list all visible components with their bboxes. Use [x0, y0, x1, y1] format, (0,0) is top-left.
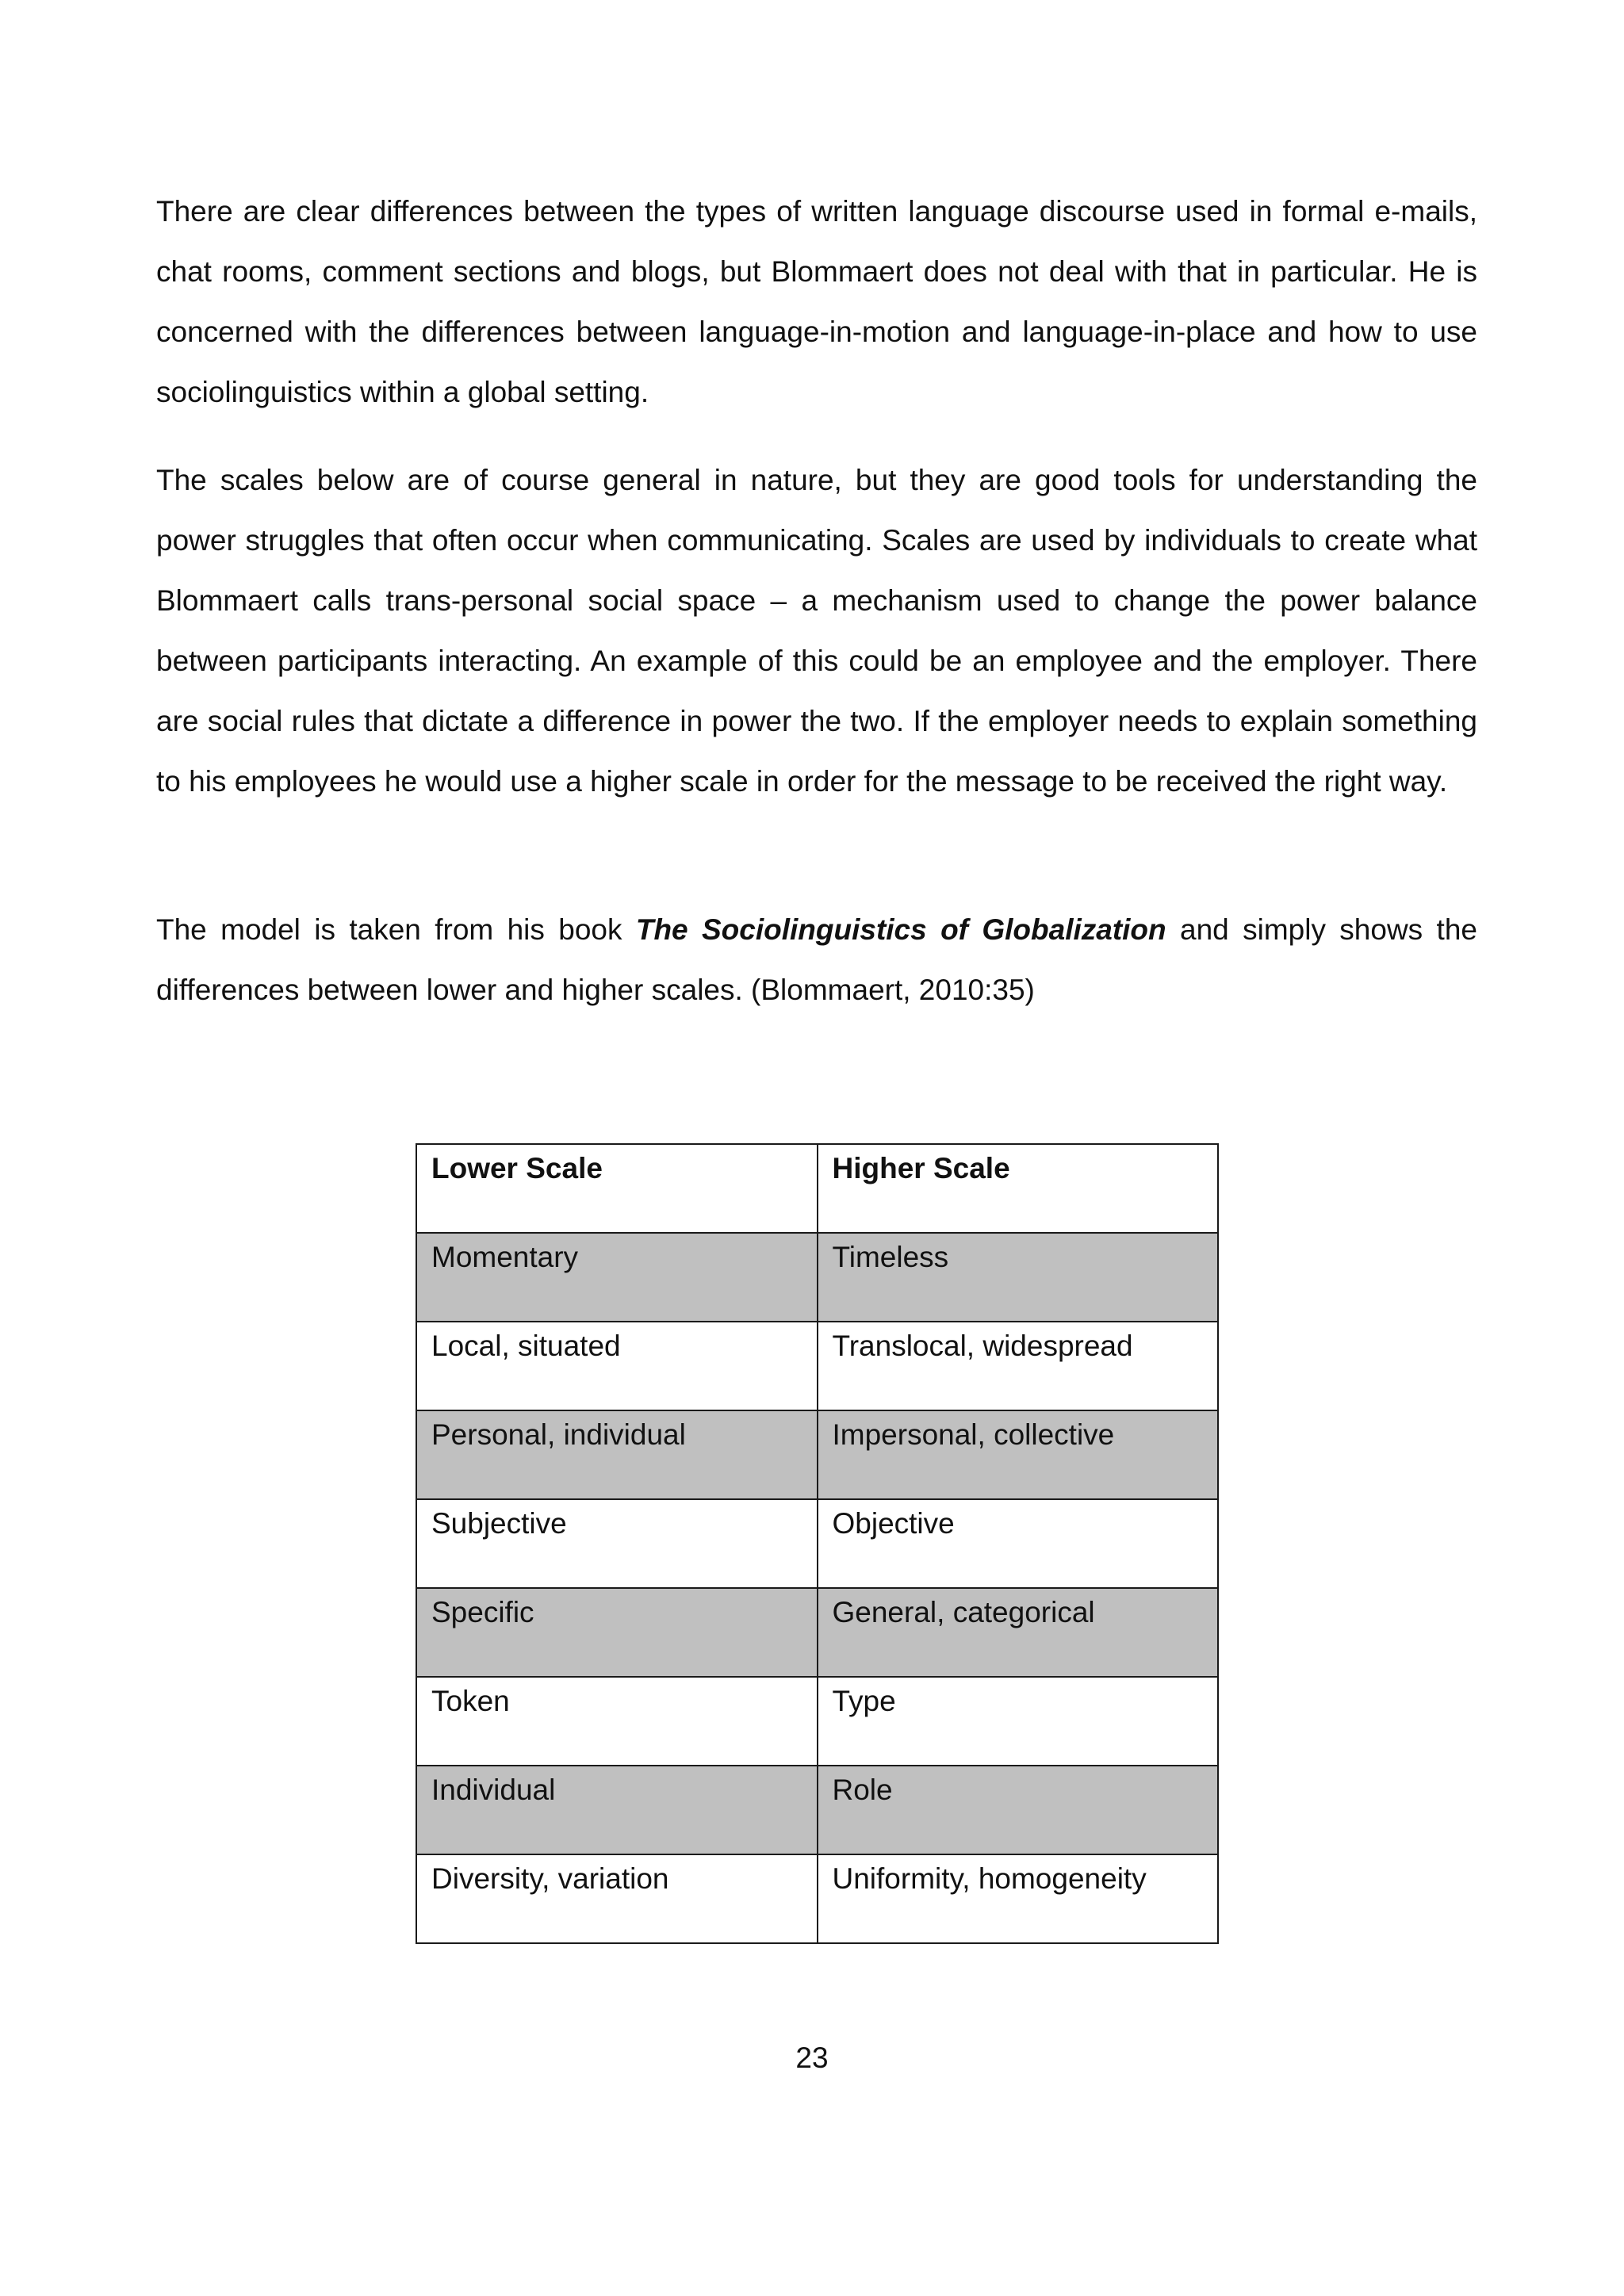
paragraph-3 — [156, 900, 1477, 1020]
table-row — [416, 1766, 1218, 1854]
header-higher-scale: Higher Scale — [818, 1144, 1219, 1233]
header-lower-scale: Lower Scale — [416, 1144, 818, 1233]
higher-scale-cell: Objective — [818, 1499, 1219, 1588]
book-title: The Sociolinguistics of Globalization — [635, 913, 1166, 946]
higher-scale-cell: Role — [818, 1766, 1219, 1854]
lower-scale-cell: Individual — [416, 1766, 818, 1854]
table-row — [416, 1677, 1218, 1766]
lower-scale-cell: Token — [416, 1677, 818, 1766]
higher-scale-cell: Translocal, widespread — [818, 1322, 1219, 1410]
table-row — [416, 1499, 1218, 1588]
lower-scale-cell: Diversity, variation — [416, 1854, 818, 1943]
table-row — [416, 1854, 1218, 1943]
paragraph-3-rest: and simply shows the differences between lower and higher scales. (Blommaert, 2010:35) — [156, 913, 1477, 1006]
paragraph-2: The scales below are of course general in nature, but they are good tools for understanding the power struggles that often occur when communicating. Scales are used by individuals to create what Blommaert calls trans-personal social space – a mechanism used to change the power balance between participants interacting. An example of this could be an employee and the employer. There are social rules that dictate a difference in power the two. If the employer needs to explain something to his employees he would use a higher scale in order for the message to be received the right way. — [156, 464, 1477, 798]
lower-scale-cell: Local, situated — [416, 1322, 818, 1410]
scales-table — [416, 1143, 1219, 1944]
table-row — [416, 1233, 1218, 1322]
higher-scale-cell: Uniformity, homogeneity — [818, 1854, 1219, 1943]
higher-scale-cell: General, categorical — [818, 1588, 1219, 1677]
table-header-row — [416, 1144, 1218, 1233]
page-number: 23 — [795, 2042, 829, 2074]
higher-scale-cell: Type — [818, 1677, 1219, 1766]
lower-scale-cell: Specific — [416, 1588, 818, 1677]
table-row — [416, 1322, 1218, 1410]
table-row — [416, 1588, 1218, 1677]
lower-scale-cell: Momentary — [416, 1233, 818, 1322]
lower-scale-cell: Subjective — [416, 1499, 818, 1588]
paragraph-1: There are clear differences between the types of written language discourse used in formal e-mails, chat rooms, comment sections and blogs, but Blommaert does not deal with that in particular. He is concerned with the differences between language-in-motion and language-in-place and how to use sociolinguistics within a global setting. — [156, 195, 1477, 408]
higher-scale-cell: Timeless — [818, 1233, 1219, 1322]
table-row — [416, 1410, 1218, 1499]
lower-scale-cell: Personal, individual — [416, 1410, 818, 1499]
paragraph-3-intro: The model is taken from his book — [156, 913, 636, 946]
higher-scale-cell: Impersonal, collective — [818, 1410, 1219, 1499]
